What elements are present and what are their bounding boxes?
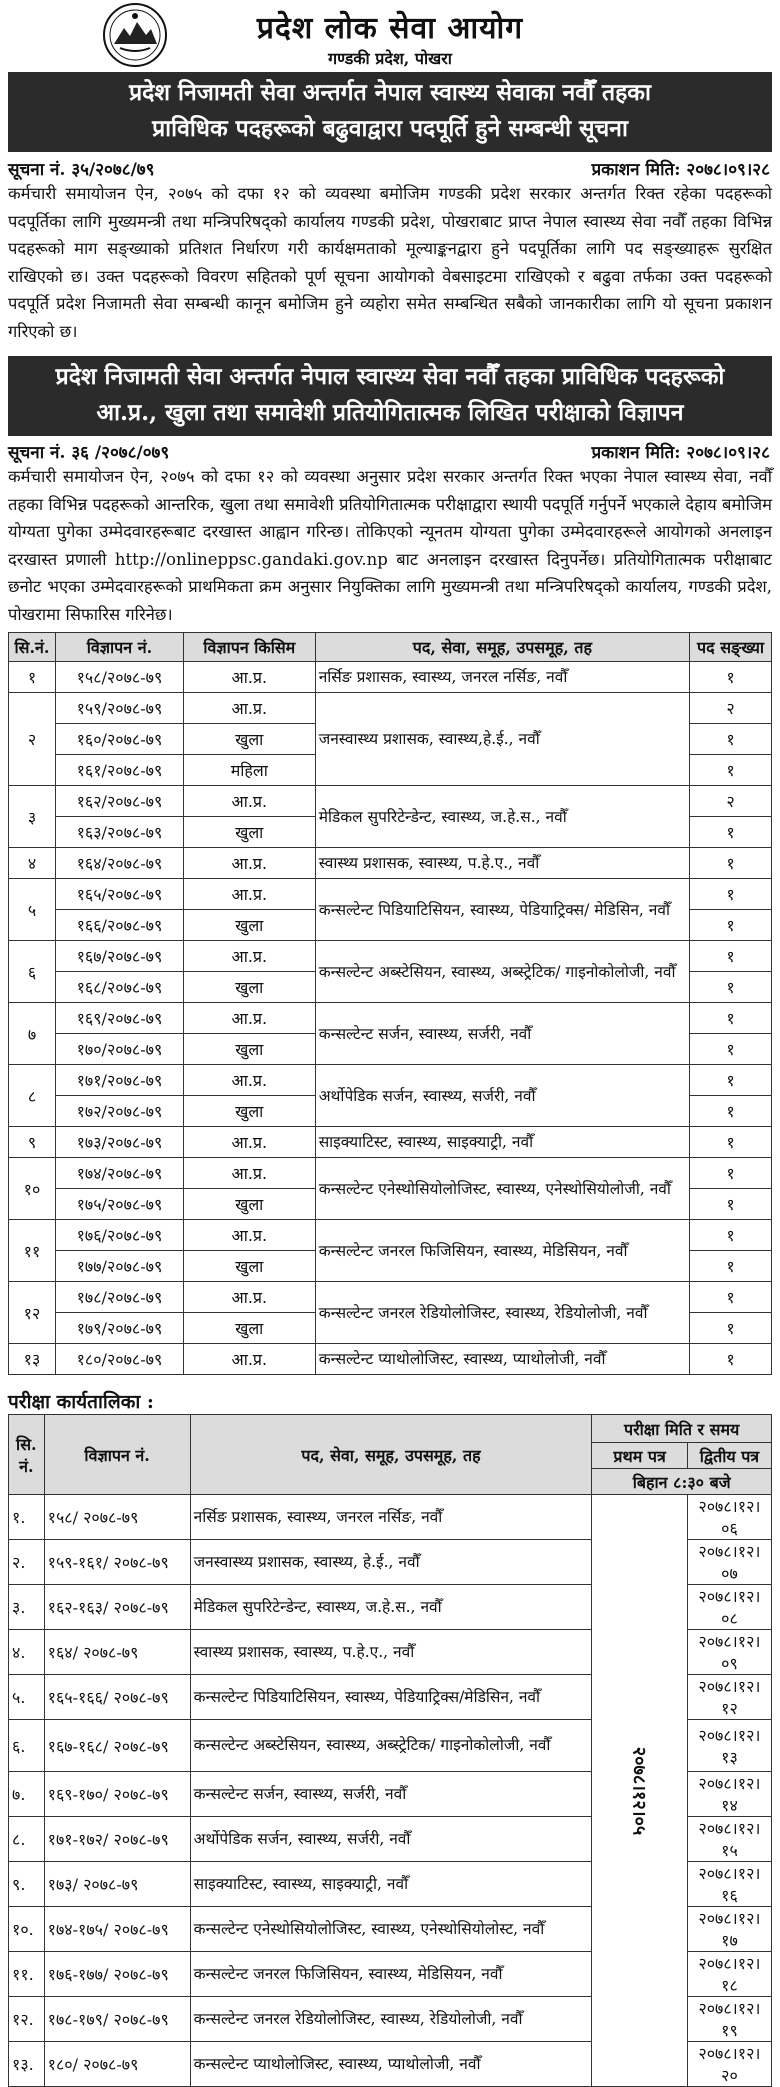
vacancy-adv-type: आ.प्र. (183, 662, 315, 693)
schedule-header-first-paper: प्रथम पत्र (592, 1443, 688, 1469)
notice1-number: सूचना नं. ३५/२०७८/७९ (8, 160, 155, 180)
vacancy-count: १ (690, 1313, 772, 1344)
notice2-title-line1: प्रदेश निजामती सेवा अन्तर्गत नेपाल स्वास्थ्य सेवा नवौँ तहका प्राविधिक पदहरूको (55, 363, 725, 390)
schedule-adv-no: १५९-१६१/ २०७८-७९ (44, 1540, 190, 1585)
vacancy-adv-no: १६५/२०७८-७९ (55, 879, 183, 910)
vacancy-adv-type: आ.प्र. (183, 879, 315, 910)
vacancy-adv-no: १५८/२०७८-७९ (55, 662, 183, 693)
vacancy-count: १ (690, 1096, 772, 1127)
schedule-second-paper-date: २०७८।१२।०७ (687, 1540, 771, 1585)
vacancy-adv-no: १७७/२०७८-७९ (55, 1251, 183, 1282)
vacancy-adv-type: आ.प्र. (183, 1220, 315, 1251)
schedule-adv-no: १८०/ २०७८-७९ (44, 2042, 190, 2087)
vacancy-row (9, 786, 772, 817)
vacancy-count: १ (690, 1282, 772, 1313)
schedule-first-paper-cell (592, 1495, 688, 2087)
schedule-post: कन्सल्टेन्ट प्याथोलोजिस्ट, स्वास्थ्य, प्याथोलोजी, नवौँ (190, 2042, 592, 2087)
vacancy-sn: ३ (9, 786, 56, 848)
vacancy-table (8, 632, 772, 1375)
vacancy-adv-no: १७६/२०७८-७९ (55, 1220, 183, 1251)
vacancy-count: १ (690, 1344, 772, 1375)
vacancy-row (9, 662, 772, 693)
schedule-adv-no: १७१-१७२/ २०७८-७९ (44, 1817, 190, 1862)
vacancy-post: जनस्वास्थ्य प्रशासक, स्वास्थ्य,हे.ई., नवौँ (315, 693, 689, 786)
vacancy-row (9, 941, 772, 972)
vacancy-sn: १२ (9, 1282, 56, 1344)
vacancy-adv-type: खुला (183, 1251, 315, 1282)
schedule-adv-no: १७६-१७७/ २०७८-७९ (44, 1952, 190, 1997)
vacancy-adv-no: १७३/२०७८-७९ (55, 1127, 183, 1158)
vacancy-count: १ (690, 879, 772, 910)
schedule-post: कन्सल्टेन्ट सर्जन, स्वास्थ्य, सर्जरी, नवौँ (190, 1772, 592, 1817)
schedule-sn: ६. (9, 1720, 45, 1772)
schedule-second-paper-date: २०७८।१२।१७ (687, 1907, 771, 1952)
schedule-header-row1 (9, 1415, 772, 1443)
vacancy-sn: ९ (9, 1127, 56, 1158)
schedule-adv-no: १७४-१७५/ २०७८-७९ (44, 1907, 190, 1952)
schedule-post: कन्सल्टेन्ट जनरल रेडियोलोजिस्ट, स्वास्थ्य, रेडियोलोजी, नवौँ (190, 1997, 592, 2042)
schedule-second-paper-date: २०७८।१२।०८ (687, 1585, 771, 1630)
first-paper-date: २०७८।१२।०५ (628, 1746, 650, 1835)
header-post: पद, सेवा, समूह, उपसमूह, तह (315, 633, 689, 662)
vacancy-post: कन्सल्टेन्ट जनरल रेडियोलोजिस्ट, स्वास्थ्य, रेडियोलोजी, नवौँ (315, 1282, 689, 1344)
schedule-header-exam-date: परीक्षा मिति र समय (592, 1415, 772, 1443)
schedule-sn: ४. (9, 1630, 45, 1675)
vacancy-adv-type: खुला (183, 817, 315, 848)
notice1-title-line2: प्राविधिक पदहरूको बढुवाद्वारा पदपूर्ति हुने सम्बन्धी सूचना (152, 115, 628, 142)
schedule-adv-no: १७३/ २०७८-७९ (44, 1862, 190, 1907)
schedule-adv-no: १६४/ २०७८-७९ (44, 1630, 190, 1675)
vacancy-count: १ (690, 941, 772, 972)
vacancy-count: १ (690, 724, 772, 755)
schedule-sn: १२. (9, 1997, 45, 2042)
vacancy-adv-no: १६७/२०७८-७९ (55, 941, 183, 972)
vacancy-adv-type: आ.प्र. (183, 1344, 315, 1375)
vacancy-count: १ (690, 817, 772, 848)
vacancy-post: कन्सल्टेन्ट अब्स्टेसियन, स्वास्थ्य, अब्स्ट्रेटिक/ गाइनोकोलोजी, नवौँ (315, 941, 689, 1003)
notice1-title-banner (8, 72, 772, 152)
vacancy-count: १ (690, 910, 772, 941)
vacancy-adv-no: १७१/२०७८-७९ (55, 1065, 183, 1096)
vacancy-row (9, 1344, 772, 1375)
vacancy-count: १ (690, 1003, 772, 1034)
schedule-sn: ८. (9, 1817, 45, 1862)
vacancy-post: साइक्याटिस्ट, स्वास्थ्य, साइक्याट्री, नवौँ (315, 1127, 689, 1158)
organization-name: प्रदेश लोक सेवा आयोग (256, 11, 524, 46)
vacancy-sn: १ (9, 662, 56, 693)
vacancy-count: १ (690, 662, 772, 693)
schedule-adv-no: १६२-१६३/ २०७८-७९ (44, 1585, 190, 1630)
schedule-post: नर्सिङ प्रशासक, स्वास्थ्य, जनरल नर्सिङ, नवौँ (190, 1495, 592, 1540)
schedule-second-paper-date: २०७८।१२।०९ (687, 1630, 771, 1675)
schedule-adv-no: १६७-१६८/ २०७८-७९ (44, 1720, 190, 1772)
schedule-second-paper-date: २०७८।१२।१३ (687, 1720, 771, 1772)
vacancy-sn: ६ (9, 941, 56, 1003)
vacancy-adv-no: १६२/२०७८-७९ (55, 786, 183, 817)
vacancy-count: १ (690, 1158, 772, 1189)
schedule-header-sn: सि. नं. (9, 1415, 45, 1495)
schedule-second-paper-date: २०७८।१२।१५ (687, 1817, 771, 1862)
vacancy-sn: १० (9, 1158, 56, 1220)
schedule-header-post: पद, सेवा, समूह, उपसमूह, तह (190, 1415, 592, 1495)
notice2-title-banner (8, 356, 772, 436)
vacancy-adv-no: १७९/२०७८-७९ (55, 1313, 183, 1344)
schedule-post: साइक्याटिस्ट, स्वास्थ्य, साइक्याट्री, नवौँ (190, 1862, 592, 1907)
vacancy-adv-no: १६१/२०७८-७९ (55, 755, 183, 786)
vacancy-adv-type: खुला (183, 1313, 315, 1344)
vacancy-adv-type: आ.प्र. (183, 1158, 315, 1189)
vacancy-row (9, 693, 772, 724)
vacancy-row (9, 1282, 772, 1313)
vacancy-post: स्वास्थ्य प्रशासक, स्वास्थ्य, प.हे.ए., नवौँ (315, 848, 689, 879)
vacancy-adv-no: १७५/२०७८-७९ (55, 1189, 183, 1220)
vacancy-row (9, 1127, 772, 1158)
vacancy-adv-no: १६८/२०७८-७९ (55, 972, 183, 1003)
schedule-sn: १०. (9, 1907, 45, 1952)
vacancy-adv-type: आ.प्र. (183, 1003, 315, 1034)
schedule-header-adv-no: विज्ञापन नं. (44, 1415, 190, 1495)
schedule-sn: ५. (9, 1675, 45, 1720)
schedule-post: कन्सल्टेन्ट एनेस्थोसियोलोजिस्ट, स्वास्थ्य, एनेस्थोसियोलोस्ट, नवौँ (190, 1907, 592, 1952)
schedule-header-second-paper: द्वितीय पत्र (687, 1443, 771, 1469)
vacancy-adv-no: १८०/२०७८-७९ (55, 1344, 183, 1375)
vacancy-count: १ (690, 1251, 772, 1282)
vacancy-post: कन्सल्टेन्ट जनरल फिजिसियन, स्वास्थ्य, मेडिसियन, नवौँ (315, 1220, 689, 1282)
vacancy-count: १ (690, 1034, 772, 1065)
schedule-adv-no: १६९-१७०/ २०७८-७९ (44, 1772, 190, 1817)
vacancy-adv-type: खुला (183, 972, 315, 1003)
schedule-second-paper-date: २०७८।१२।१२ (687, 1675, 771, 1720)
vacancy-adv-type: आ.प्र. (183, 941, 315, 972)
vacancy-adv-no: १६६/२०७८-७९ (55, 910, 183, 941)
vacancy-sn: २ (9, 693, 56, 786)
vacancy-row (9, 848, 772, 879)
schedule-adv-no: १६५-१६६/ २०७८-७९ (44, 1675, 190, 1720)
schedule-sn: २. (9, 1540, 45, 1585)
vacancy-adv-no: १६४/२०७८-७९ (55, 848, 183, 879)
vacancy-count: १ (690, 1220, 772, 1251)
vacancy-post: कन्सल्टेन्ट एनेस्थोसियोलोजिस्ट, स्वास्थ्य, एनेस्थोसियोलोजी, नवौँ (315, 1158, 689, 1220)
vacancy-adv-type: आ.प्र. (183, 1127, 315, 1158)
schedule-post: जनस्वास्थ्य प्रशासक, स्वास्थ्य, हे.ई., नवौँ (190, 1540, 592, 1585)
header-sn: सि.नं. (9, 633, 56, 662)
vacancy-adv-no: १६९/२०७८-७९ (55, 1003, 183, 1034)
vacancy-adv-type: खुला (183, 1034, 315, 1065)
vacancy-adv-type: महिला (183, 755, 315, 786)
schedule-post: अर्थोपेडिक सर्जन, स्वास्थ्य, सर्जरी, नवौँ (190, 1817, 592, 1862)
vacancy-row (9, 1065, 772, 1096)
header-adv-type: विज्ञापन किसिम (183, 633, 315, 662)
schedule-second-paper-date: २०७८।१२।१४ (687, 1772, 771, 1817)
vacancy-adv-no: १७०/२०७८-७९ (55, 1034, 183, 1065)
vacancy-adv-type: खुला (183, 1096, 315, 1127)
vacancy-sn: ८ (9, 1065, 56, 1127)
schedule-header-time: बिहान ८:३० बजे (592, 1469, 772, 1495)
vacancy-table-header-row (9, 633, 772, 662)
vacancy-row (9, 1158, 772, 1189)
schedule-table (8, 1414, 772, 2087)
vacancy-post: कन्सल्टेन्ट सर्जन, स्वास्थ्य, सर्जरी, नवौँ (315, 1003, 689, 1065)
vacancy-adv-no: १५९/२०७८-७९ (55, 693, 183, 724)
vacancy-adv-no: १७८/२०७८-७९ (55, 1282, 183, 1313)
schedule-second-paper-date: २०७८।१२।१८ (687, 1952, 771, 1997)
schedule-sn: १. (9, 1495, 45, 1540)
vacancy-row (9, 1220, 772, 1251)
vacancy-adv-no: १६०/२०७८-७९ (55, 724, 183, 755)
vacancy-row (9, 1003, 772, 1034)
vacancy-adv-no: १७२/२०७८-७९ (55, 1096, 183, 1127)
vacancy-count: १ (690, 1127, 772, 1158)
schedule-sn: ११. (9, 1952, 45, 1997)
schedule-table-body (9, 1495, 772, 2087)
notice2-number: सूचना नं. ३६ /२०७८/०७९ (8, 443, 170, 463)
vacancy-count: १ (690, 848, 772, 879)
vacancy-post: अर्थोपेडिक सर्जन, स्वास्थ्य, सर्जरी, नवौँ (315, 1065, 689, 1127)
vacancy-count: २ (690, 786, 772, 817)
schedule-post: स्वास्थ्य प्रशासक, स्वास्थ्य, प.हे.ए., नवौँ (190, 1630, 592, 1675)
header-adv-no: विज्ञापन नं. (55, 633, 183, 662)
vacancy-adv-type: खुला (183, 724, 315, 755)
vacancy-post: कन्सल्टेन्ट प्याथोलोजिस्ट, स्वास्थ्य, प्याथोलोजी, नवौँ (315, 1344, 689, 1375)
header-post-count: पद सङ्ख्या (690, 633, 772, 662)
schedule-second-paper-date: २०७८।१२।२० (687, 2042, 771, 2087)
vacancy-sn: ५ (9, 879, 56, 941)
notice1-publish-date: प्रकाशन मिति: २०७८।०९।२८ (591, 160, 770, 180)
vacancy-adv-no: १६३/२०७८-७९ (55, 817, 183, 848)
schedule-second-paper-date: २०७८।१२।१९ (687, 1997, 771, 2042)
organization-location: गण्डकी प्रदेश, पोखरा (328, 49, 452, 68)
vacancy-count: १ (690, 972, 772, 1003)
vacancy-adv-type: खुला (183, 1189, 315, 1220)
vacancy-adv-type: आ.प्र. (183, 1065, 315, 1096)
vacancy-sn: १३ (9, 1344, 56, 1375)
notice2-body: कर्मचारी समायोजन ऐन, २०७५ को दफा १२ को व्यवस्था अनुसार प्रदेश सरकार अन्तर्गत रिक्त भएका नेपाल स्वास्थ्य सेवा, नवौँ तहका विभिन्न पदहरूको आन्तरिक, खुला तथा समावेशी प्रतियोगितात्मक परीक्षाद्वारा स्थायी पदपूर्ति गर्नुपर्ने भएकाले देहाय बमोजिम योग्यता पुगेका उम्मेदवारहरूबाट दरखास्त आह्वान गरिन्छ। तोकिएको न्यूनतम योग्यता पुगेका उम्मेदवारहरूले आयोगको अनलाइन दरखास्त प्रणाली http://onlineppsc.gandaki.gov.np बाट अनलाइन दरखास्त दिनुपर्नेछ। प्रतियोगितात्मक परीक्षाबाट छनोट भएका उम्मेदवारहरूको प्राथमिकता क्रम अनुसार नियुक्तिका लागि मुख्यमन्त्री तथा मन्त्रिपरिषद्को कार्यालय, गण्डकी प्रदेश, पोखरामा सिफारिस गरिनेछ। (8, 467, 772, 624)
schedule-sn: ७. (9, 1772, 45, 1817)
vacancy-row (9, 879, 772, 910)
schedule-second-paper-date: २०७८।१२।१६ (687, 1862, 771, 1907)
schedule-sn: १३. (9, 2042, 45, 2087)
schedule-post: मेडिकल सुपरिटेन्डेन्ट, स्वास्थ्य, ज.हे.स., नवौँ (190, 1585, 592, 1630)
vacancy-sn: ४ (9, 848, 56, 879)
vacancy-adv-no: १७४/२०७८-७९ (55, 1158, 183, 1189)
schedule-sn: ९. (9, 1862, 45, 1907)
schedule-post: कन्सल्टेन्ट जनरल फिजिसियन, स्वास्थ्य, मेडिसियन, नवौँ (190, 1952, 592, 1997)
schedule-post: कन्सल्टेन्ट अब्स्टेसियन, स्वास्थ्य, अब्स्ट्रेटिक/ गाइनोकोलोजी, नवौँ (190, 1720, 592, 1772)
schedule-sn: ३. (9, 1585, 45, 1630)
schedule-second-paper-date: २०७८।१२।०६ (687, 1495, 771, 1540)
vacancy-sn: ११ (9, 1220, 56, 1282)
vacancy-adv-type: आ.प्र. (183, 848, 315, 879)
vacancy-sn: ७ (9, 1003, 56, 1065)
vacancy-adv-type: खुला (183, 910, 315, 941)
vacancy-count: १ (690, 1189, 772, 1220)
vacancy-table-body (9, 662, 772, 1375)
vacancy-count: १ (690, 755, 772, 786)
notice1-title-line1: प्रदेश निजामती सेवा अन्तर्गत नेपाल स्वास्थ्य सेवाका नवौँ तहका (129, 79, 651, 106)
notice2-title-line2: आ.प्र., खुला तथा समावेशी प्रतियोगितात्मक लिखित परीक्षाको विज्ञापन (96, 399, 684, 426)
vacancy-post: मेडिकल सुपरिटेन्डेन्ट, स्वास्थ्य, ज.हे.स., नवौँ (315, 786, 689, 848)
vacancy-adv-type: आ.प्र. (183, 693, 315, 724)
vacancy-post: नर्सिङ प्रशासक, स्वास्थ्य, जनरल नर्सिङ, नवौँ (315, 662, 689, 693)
schedule-post: कन्सल्टेन्ट पिडियाटिसियन, स्वास्थ्य, पेडियाट्रिक्स/मेडिसिन, नवौँ (190, 1675, 592, 1720)
schedule-heading: परीक्षा कार्यतालिका : (8, 1391, 154, 1413)
notice1-body: कर्मचारी समायोजन ऐन, २०७५ को दफा १२ को व्यवस्था बमोजिम गण्डकी प्रदेश सरकार अन्तर्गत रिक्त रहेका पदहरूको पदपूर्तिका लागि मुख्यमन्त्री तथा मन्त्रिपरिषद्को कार्यालय गण्डकी प्रदेश, पोखराबाट प्राप्त नेपाल स्वास्थ्य सेवा नवौँ तहका विभिन्न पदहरूको माग सङ्ख्याको प्रतिशत निर्धारण गरी कार्यक्षमताको मूल्याङ्कनद्वारा हुने पदपूर्तिका लागि पद सङ्ख्याहरू सुरक्षित राखिएको छ। उक्त पदहरूको विवरण सहितको पूर्ण सूचना आयोगको वेबसाइटमा राखिएको र बढुवा तर्फका उक्त पदहरूको पदपूर्ति प्रदेश निजामती सेवा सम्बन्धी कानून बमोजिम हुने व्यहोरा समेत सम्बन्धित सबैको जानकारीका लागि यो सूचना प्रकाशन गरिएको छ। (8, 184, 772, 341)
vacancy-adv-type: आ.प्र. (183, 786, 315, 817)
page-header (0, 0, 780, 70)
vacancy-post: कन्सल्टेन्ट पिडियाटिसियन, स्वास्थ्य, पेडियाट्रिक्स/ मेडिसिन, नवौँ (315, 879, 689, 941)
vacancy-count: २ (690, 693, 772, 724)
vacancy-adv-type: आ.प्र. (183, 1282, 315, 1313)
schedule-adv-no: १७८-१७९/ २०७८-७९ (44, 1997, 190, 2042)
schedule-row (9, 1495, 772, 1540)
vacancy-count: १ (690, 1065, 772, 1096)
notice2-publish-date: प्रकाशन मिति: २०७८।०९।२८ (591, 443, 770, 463)
schedule-adv-no: १५८/ २०७८-७९ (44, 1495, 190, 1540)
